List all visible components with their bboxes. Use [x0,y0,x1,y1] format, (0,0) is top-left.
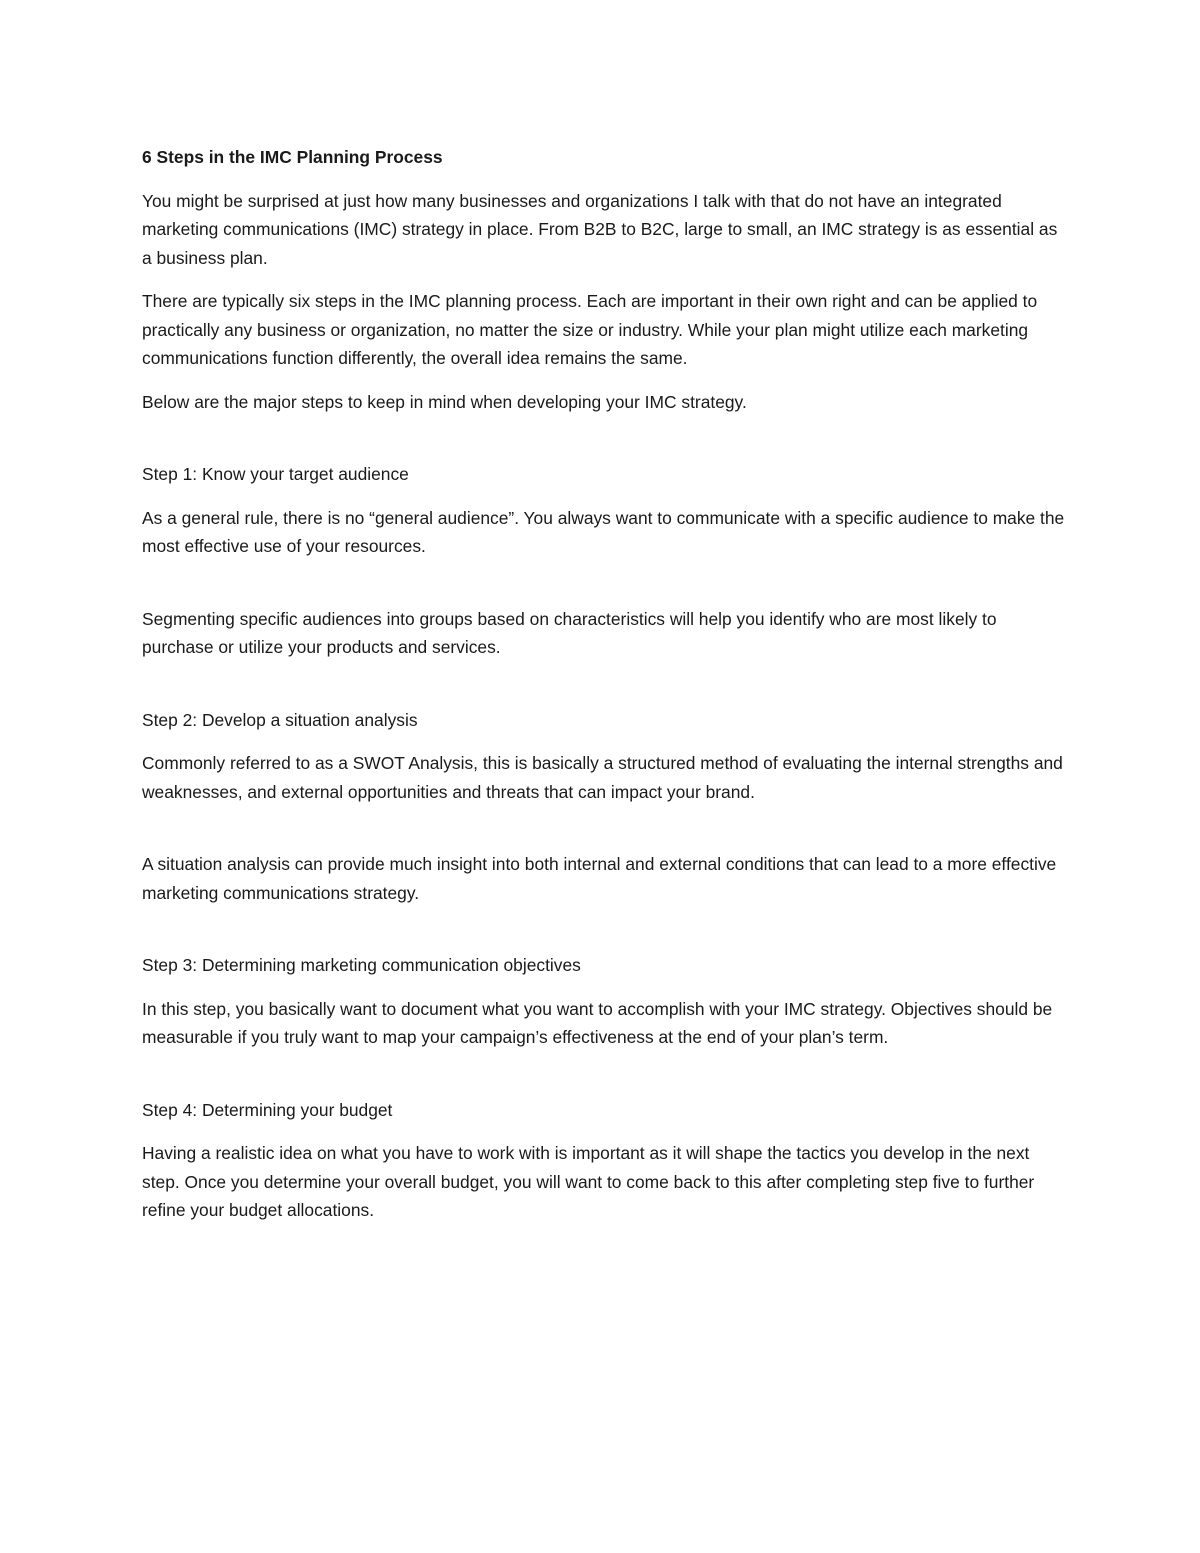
document-title: 6 Steps in the IMC Planning Process [142,147,443,167]
document-body [142,143,1067,1240]
step-1-heading: Step 1: Know your target audience [142,464,409,484]
intro-paragraph-3: Below are the major steps to keep in mind when developing your IMC strategy. [142,391,747,412]
step-1-paragraph-2: Segmenting specific audiences into groups based on characteristics will help you identify who are most likely to purchase or utilize your products and services. [142,608,997,657]
step-4-heading: Step 4: Determining your budget [142,1099,393,1120]
step-2-paragraph-2: A situation analysis can provide much insight into both internal and external conditions that can lead to a more effective marketing communications strategy. [142,854,1057,903]
step-2-heading: Step 2: Develop a situation analysis [142,709,418,730]
intro-paragraph-2: There are typically six steps in the IMC planning process. Each are important in their own right and can be applied to practically any business or organization, no matter the size or industry. While your plan might utilize each marketing communications function differently, the overall idea remains the same. [142,291,1038,368]
step-2-paragraph-1: Commonly referred to as a SWOT Analysis, this is basically a structured method of evaluating the internal strengths and weaknesses, and external opportunities and threats that can impact your brand. [142,753,1063,802]
step-4-paragraph-1: Having a realistic idea on what you have to work with is important as it will shape the tactics you develop in the next step. Once you determine your overall budget, you will want to come back to this after completing step five to further refine your budget allocations. [142,1143,1035,1220]
step-1-paragraph-1: As a general rule, there is no “general audience”. You always want to communicate with a specific audience to make the most effective use of your resources. [142,507,1065,556]
step-3-heading: Step 3: Determining marketing communication objectives [142,955,581,975]
intro-paragraph-1: You might be surprised at just how many businesses and organizations I talk with that do not have an integrated marketing communications (IMC) strategy in place. From B2B to B2C, large to small, an IMC strategy is as essential as a business plan. [142,190,1058,268]
step-3-paragraph-1: In this step, you basically want to document what you want to accomplish with your IMC strategy. Objectives should be measurable if you truly want to map your campaign’s effectiveness at the end of your plan’s term. [142,998,1053,1047]
